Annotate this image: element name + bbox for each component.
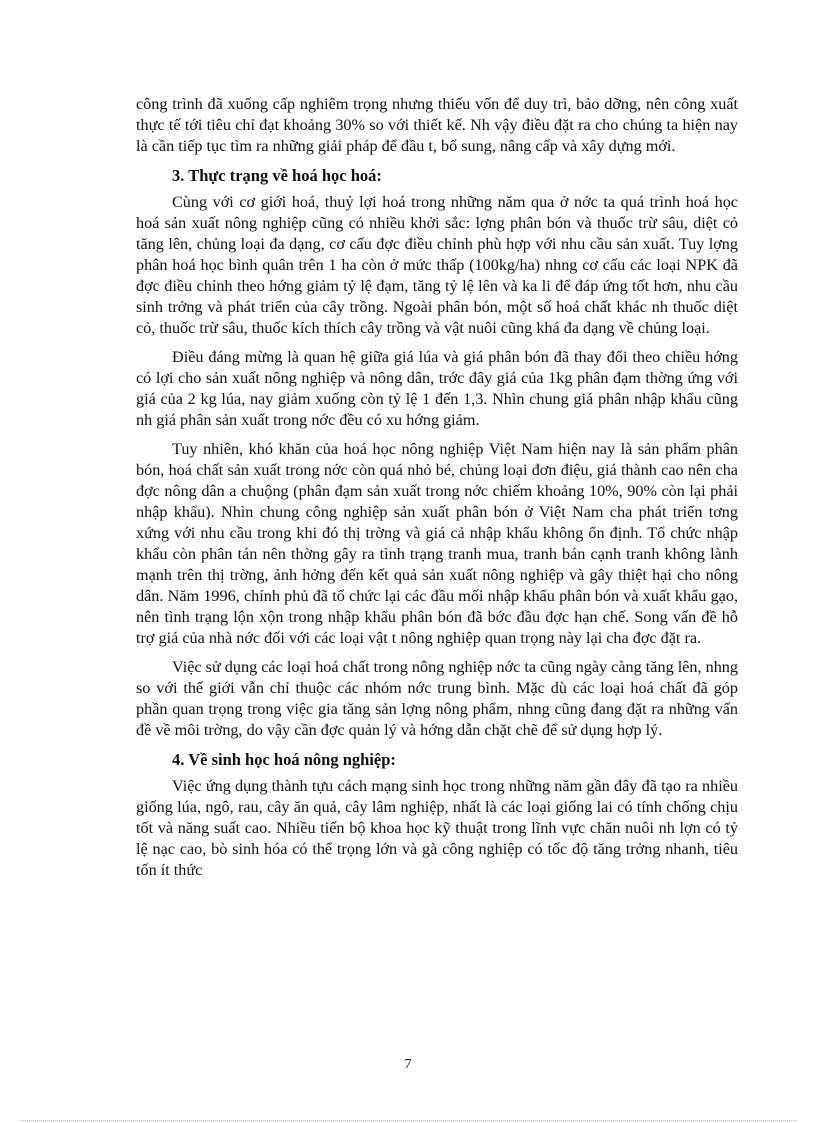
page-number: 7 <box>404 1057 412 1072</box>
page-bottom-divider <box>20 1120 796 1121</box>
paragraph-continuation: công trình đã xuống cấp nghiêm trọng nhưng thiếu vốn để duy trì, bảo dỡng, nên công xuất thực tế tới tiêu chỉ đạt khoảng 30% so với thiết kế. Nh vậy điều đặt ra cho chúng ta hiện nay là cần tiếp tục tìm ra những giải pháp để đầu t, bổ sung, nâng cấp và xây dựng mới. <box>136 95 738 155</box>
document-body <box>136 94 738 881</box>
section-heading-3: 3. Thực trạng về hoá học hoá: <box>172 166 382 185</box>
paragraph-chemicalization-overview: Cùng với cơ giới hoá, thuỷ lợi hoá trong những năm qua ở nớc ta quá trình hoá học hoá sản xuất nông nghiệp cũng có nhiều khởi sắc: lợng phân bón và thuốc trừ sâu, diệt cỏ tăng lên, chủng loại đa dạng, cơ cấu đợc điều chỉnh phù hợp với nhu cầu sản xuất. Tuy lợng phân hoá học bình quân trên 1 ha còn ở mức thấp (100kg/ha) nhng cơ cấu các loại NPK đã đợc điều chỉnh theo hớng giảm tỷ lệ đạm, tăng tỷ lệ lên và ka li để đáp ứng tốt hơn, nhu cầu sinh trởng và phát triển của cây trồng. Ngoài phân bón, một số hoá chất khác nh thuốc diệt cỏ, thuốc trừ sâu, thuốc kích thích cây trồng và vật nuôi cũng khá đa dạng về chủng loại. <box>136 193 738 337</box>
paragraph-difficulties: Tuy nhiên, khó khăn của hoá học nông nghiệp Việt Nam hiện nay là sản phẩm phân bón, hoá chất sản xuất trong nớc còn quá nhỏ bé, chủng loại đơn điệu, giá thành cao nên cha đợc nông dân a chuộng (phân đạm sản xuất trong nớc chiếm khoảng 10%, 90% còn lại phải nhập khẩu). Nhìn chung công nghiệp sản xuất phân bón ở Việt Nam cha phát triển tơng xứng với nhu cầu trong khi đó thị trờng và giá cả nhập khẩu không ổn định. Tổ chức nhập khẩu còn phân tán nên thờng gây ra tình trạng tranh mua, tranh bán cạnh tranh không lành mạnh trên thị trờng, ảnh hởng đến kết quả sản xuất nông nghiệp và gây thiệt hại cho nông dân. Năm 1996, chính phủ đã tổ chức lại các đầu mối nhập khẩu phân bón và xuất khẩu gạo, nên tình trạng lộn xộn trong nhập khẩu phân bón đã bớc đầu đợc hạn chế. Song vấn đề hỗ trợ giá của nhà nớc đối với các loại vật t nông nghiệp quan trọng này lại cha đợc đặt ra. <box>136 440 738 647</box>
section-heading-4: 4. Về sinh học hoá nông nghiệp: <box>172 750 396 769</box>
paragraph-price-relation: Điều đáng mừng là quan hệ giữa giá lúa và giá phân bón đã thay đổi theo chiều hớng có lợi cho sản xuất nông nghiệp và nông dân, trớc đây giá của 1kg phân đạm thờng ứng với giá của 2 kg lúa, nay giảm xuống còn tỷ lệ 1 đến 1,3. Nhìn chung giá phân nhập khẩu cũng nh giá phân sản xuất trong nớc đều có xu hớng giảm. <box>136 348 738 429</box>
paragraph-chemical-usage: Việc sử dụng các loại hoá chất trong nông nghiệp nớc ta cũng ngày càng tăng lên, nhng so với thế giới vẫn chỉ thuộc các nhóm nớc trung bình. Mặc dù các loại hoá chất đã góp phần quan trọng trong việc gia tăng sản lợng nông phẩm, nhng cũng đang đặt ra những vấn đề về môi trờng, do vậy cần đợc quản lý và hớng dẫn chặt chẽ để sử dụng hợp lý. <box>136 658 738 739</box>
paragraph-biological: Việc ứng dụng thành tựu cách mạng sinh học trong những năm gần đây đã tạo ra nhiều giống lúa, ngô, rau, cây ăn quả, cây lâm nghiệp, nhất là các loại giống lai có tính chống chịu tốt và năng suất cao. Nhiều tiến bộ khoa học kỹ thuật trong lĩnh vực chăn nuôi nh lợn có tỷ lệ nạc cao, bò sinh hóa có thể trọng lớn và gà công nghiệp có tốc độ tăng trởng nhanh, tiêu tốn ít thức <box>136 777 738 879</box>
